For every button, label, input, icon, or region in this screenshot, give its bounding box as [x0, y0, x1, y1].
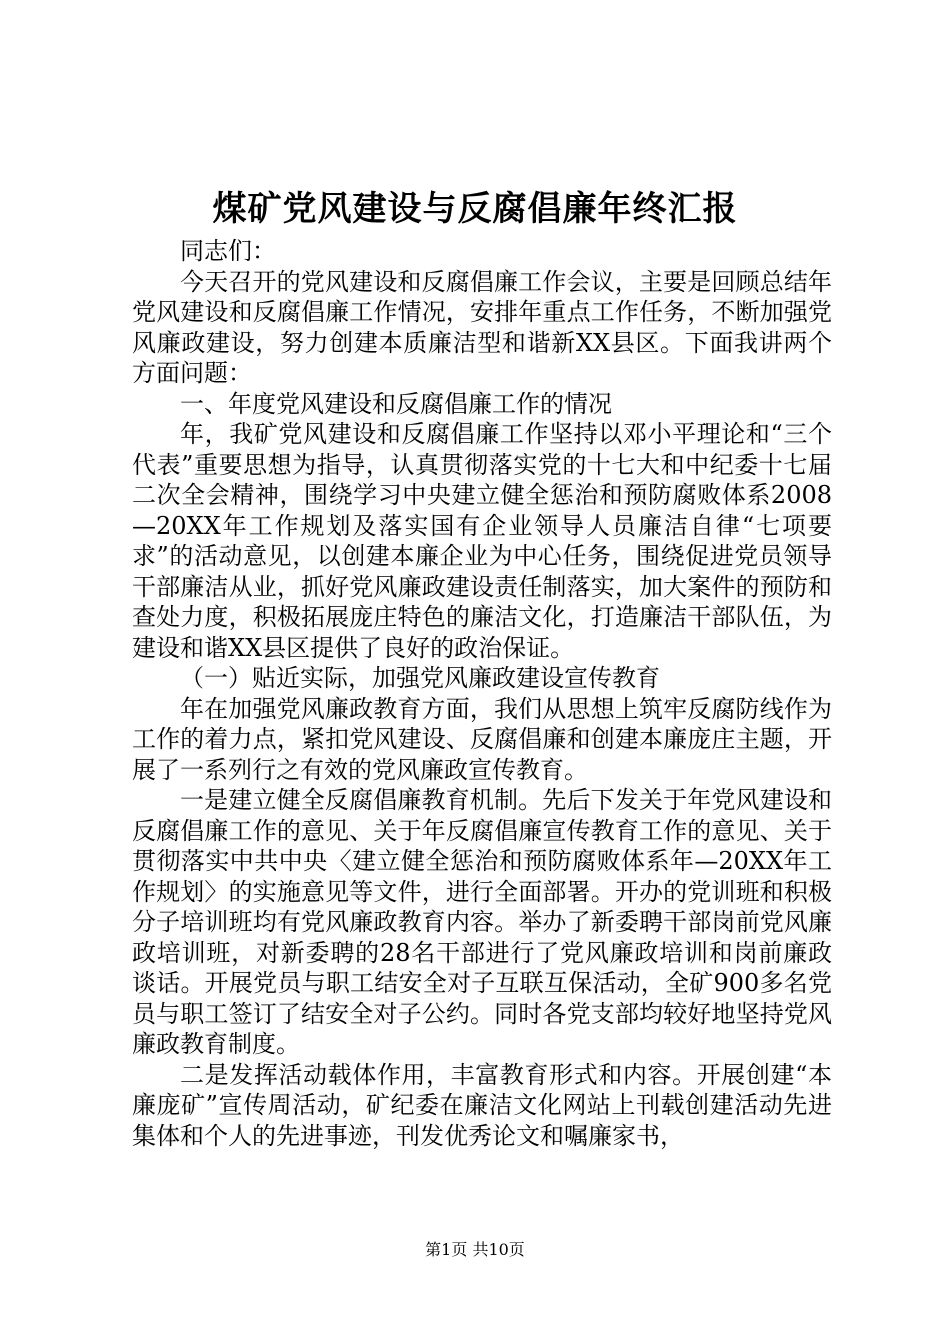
document-body	[132, 236, 832, 1151]
paragraph-point-2: 二是发挥活动载体作用，丰富教育形式和内容。开展创建“本廉庞矿”宣传周活动，矿纪委在廉洁文化网站上刊载创建活动先进集体和个人的先进事迹，刊发优秀论文和嘱廉家书，	[132, 1060, 832, 1150]
subsection-heading-1: （一）贴近实际，加强党风廉政建设宣传教育	[180, 664, 660, 692]
paragraph-point-1: 一是建立健全反腐倡廉教育机制。先后下发关于年党风建设和反腐倡廉工作的意见、关于年反腐倡廉宣传教育工作的意见、关于贯彻落实中共中央〈建立健全惩治和预防腐败体系年—20XX年工作规划〉的实施意见等文件，进行全面部署。开办的党训班和积极分子培训班均有党风廉政教育内容。举办了新委聘干部岗前党风廉政培训班，对新委聘的28名干部进行了党风廉政培训和岗前廉政谈话。开展党员与职工结安全对子互联互保活动，全矿900多名党员与职工签订了结安全对子公约。同时各党支部均较好地坚持党风廉政教育制度。	[132, 786, 832, 1058]
page-number-footer: 第1页 共10页	[425, 1240, 525, 1259]
document-title: 煤矿党风建设与反腐倡廉年终汇报	[212, 189, 738, 229]
paragraph-education: 年在加强党风廉政教育方面，我们从思想上筑牢反腐防线作为工作的着力点，紧扣党风建设、反腐倡廉和创建本廉庞庄主题，开展了一系列行之有效的党风廉政宣传教育。	[132, 694, 832, 784]
paragraph-overview: 年，我矿党风建设和反腐倡廉工作坚持以邓小平理论和“三个代表”重要思想为指导，认真贯彻落实党的十七大和中纪委十七届二次全会精神，围绕学习中央建立健全惩治和预防腐败体系2008—20XX年工作规划及落实国有企业领导人员廉洁自律“七项要求”的活动意见，以创建本廉企业为中心任务，围绕促进党员领导干部廉洁从业，抓好党风廉政建设责任制落实，加大案件的预防和查处力度，积极拓展庞庄特色的廉洁文化，打造廉洁干部队伍，为建设和谐XX县区提供了良好的政治保证。	[132, 420, 832, 662]
salutation: 同志们：	[180, 237, 276, 265]
paragraph-intro: 今天召开的党风建设和反腐倡廉工作会议，主要是回顾总结年党风建设和反腐倡廉工作情况，安排年重点工作任务，不断加强党风廉政建设，努力创建本质廉洁型和谐新XX县区。下面我讲两个方面问题：	[132, 267, 832, 387]
section-heading-1: 一、年度党风建设和反腐倡廉工作的情况	[180, 389, 612, 418]
